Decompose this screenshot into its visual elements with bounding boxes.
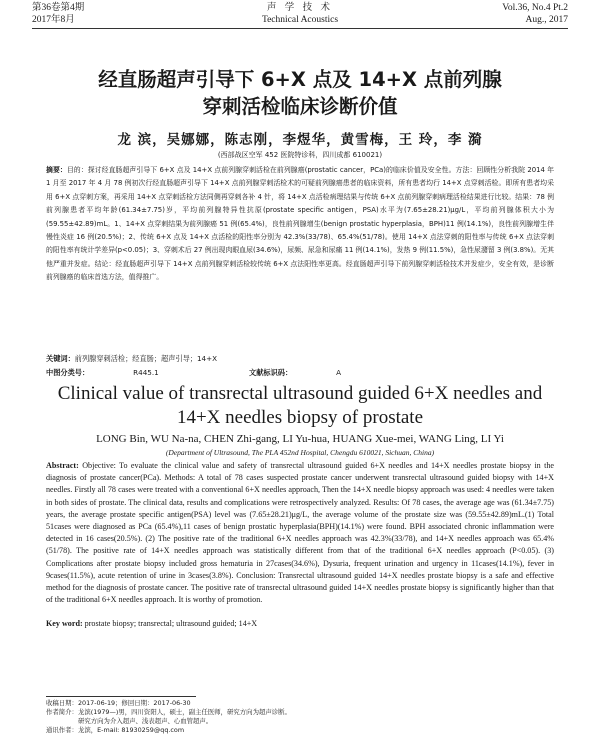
doc-code-label: 文献标识码： <box>249 368 293 377</box>
english-affiliation: (Department of Ultrasound, The PLA 452nd Hospital, Chengdu 610021, Sichuan, China) <box>165 448 435 457</box>
footnote-author-bio: 作者简介：龙滨(1979—)男，四川资阳人，硕士，副主任医师，研究方向为超声诊断。 <box>46 708 291 716</box>
header-issue: 第36卷第4期 2017年8月 <box>32 3 85 25</box>
chinese-affiliation: (西部战区空军 452 医院特诊科，四川成都 610021) <box>217 151 383 159</box>
footnote-research: 研究方向为介入超声、浅表超声、心血管超声。 <box>78 717 213 725</box>
header-divider <box>32 28 568 29</box>
english-authors: LONG Bin, WU Na-na, CHEN Zhi-gang, LI Yu-hua, HUANG Xue-mei, WANG Ling, LI Yi <box>96 433 504 445</box>
english-keywords-label: Key word: <box>46 619 83 628</box>
chinese-keywords-label: 关键词： <box>46 354 75 363</box>
english-abstract-text: Objective: To evaluate the clinical value and safety of transrectal ultrasound guided 6+X needles and 14+X needles prostate biopsy in the diagnosis of prostate cancer(PCa). Methods: A total of 78 cases suspected prostate cancer underwent transrectal ultrasound guided biopsy with 14+X needles. Firstly all 78 cases were treated with a conventional 6+X needles approach, Then the 14+X needle biopsy approach was used: 4 needles were taken in both sides of prostate. The clinical data, results and complications were retrospectively analyzed. Results: Of 78 cases, the average age was (61.34±7.75) years, the average prostate specific antigen(PSA) level was (7.65±28.21)μg/L, the average volume of the prostate size was (59.55±42.89)mL.(1) Total 51cases were diagnosed as PCa (65.4%),11 cases of benign prostatic hyperplasia(BPH)(14.1%) were found. BPH associated chronic inflammation were detected in 16 cases(20.5%). (2) The positive rate of the traditional 6+X needles approach was 42.3%(33/78), and 14+X needles approach was 65.4% (51/78). The positive rate of 14+X needles approach was statistically different from that of the traditional 6+X needles approach (P<0.05). (3) Complications after prostate biopsy included gross hematuria in 27cases(34.6%), Dysuria, frequent urination and urgency in 11cases(14.1%), fever in 9cases(11.5%), acute retention of urine in 3cases(3.8%). Conclusion: Transrectal ultrasound guided 14+X needles prostate biopsy is a safe and effective method for the diagnosis of prostate cancer. The positive rate of transrectal ultrasound guided 14+X needles prostate biopsy is significantly higher than that of the traditional 6+X needles approach. It is worthy of promotion. <box>46 461 554 605</box>
footnote-divider <box>46 696 196 697</box>
footnote-received: 收稿日期：2017-06-19；修回日期：2017-06-30 <box>46 699 191 707</box>
chinese-authors: 龙 滨，吴娜娜，陈志刚，李煜华，黄雪梅，王 玲，李 漪 <box>117 132 483 148</box>
footnote-correspondence: 通讯作者：龙滨，E-mail: 81930259@qq.com <box>46 726 185 734</box>
footnotes <box>46 699 554 735</box>
english-abstract-label: Abstract: <box>46 461 79 470</box>
header-journal: 声 学 技 术 Technical Acoustics <box>261 3 339 25</box>
classification-line <box>46 366 554 379</box>
running-header <box>32 2 568 28</box>
doc-code-value: A <box>336 368 342 377</box>
chinese-abstract <box>46 164 554 285</box>
header-volume: Vol.36, No.4 Pt.2 Aug., 2017 <box>502 3 568 25</box>
chinese-keywords <box>46 352 554 365</box>
english-abstract <box>46 460 554 606</box>
english-keywords <box>46 618 554 630</box>
chinese-title: 经直肠超声引导下 6+X 点及 14+X 点前列腺 穿刺活检临床诊断价值 <box>98 68 502 118</box>
chinese-abstract-text: 目的：探讨经直肠超声引导下 6+X 点及 14+X 点前列腺穿刺活检在前列腺癌(prostatic cancer，PCa)的临床价值及安全性。方法：回顾性分析我院 2014 年 1 月至 2017 年 4 月 78 例初次行经直肠超声引导下 14+X 点前列腺穿刺活检术的可疑前列腺癌患者的临床资料，所有患者均行 14+X 点穿刺活检。即所有患者均采用 6+X 点穿刺方案，再采用 14+X 点穿刺活检方法同侧再穿刺各补 4 针，将 14+X 点活检病理结果与传统 6+X 点前列腺穿刺病理活检结果进行比较。结果：78 例前列腺患者平均年龄(61.34±7.75)岁，平均前列腺特异性抗原(prostate specific antigen，PSA)水平为(7.65±28.21)μg/L，平均前列腺体积大小为(59.55±42.89)mL。1、14+X 点穿刺结果为前列腺癌 51 例(65.4%)，良性前列腺增生(benign prostatic hyperplasia，BPH)11 例(14.1%)，良性前列腺增生伴慢性炎症 16 例(20.5%)；2、传统 6+X 点及 14+X 点活检的阳性率分别为 42.3%(33/78)、65.4%(51/78)。使用 14+X 点法穿刺的阳性率与传统 6+X 点法穿刺的阳性率有统计学差异(p<0.05)；3、穿刺术后 27 例出现肉眼血尿(34.6%)，尿频、尿急和尿痛 11 例(14.1%)，发热 9 例(11.5%)，急性尿潴留 3 例(3.8%)。无其他严重并发症。结论：经直肠超声引导下 14+X 点前列腺穿刺活检较传统 6+X 点法阳性率更高。经直肠超声引导下前列腺穿刺活检技术并发症少，安全有效，是诊断前列腺癌的临床首选方法，值得推广。 <box>46 166 554 282</box>
english-keywords-text: prostate biopsy; transrectal; ultrasound guided; 14+X <box>84 619 258 628</box>
chinese-abstract-label: 摘要： <box>46 166 67 174</box>
chinese-keywords-text: 前列腺穿刺活检；经直肠；超声引导；14+X <box>74 354 218 363</box>
english-title: Clinical value of transrectal ultrasound guided 6+X needles and 14+X needles biopsy of prostate <box>57 383 543 428</box>
clc-value: R445.1 <box>133 368 159 377</box>
clc-label: 中图分类号： <box>46 368 90 377</box>
